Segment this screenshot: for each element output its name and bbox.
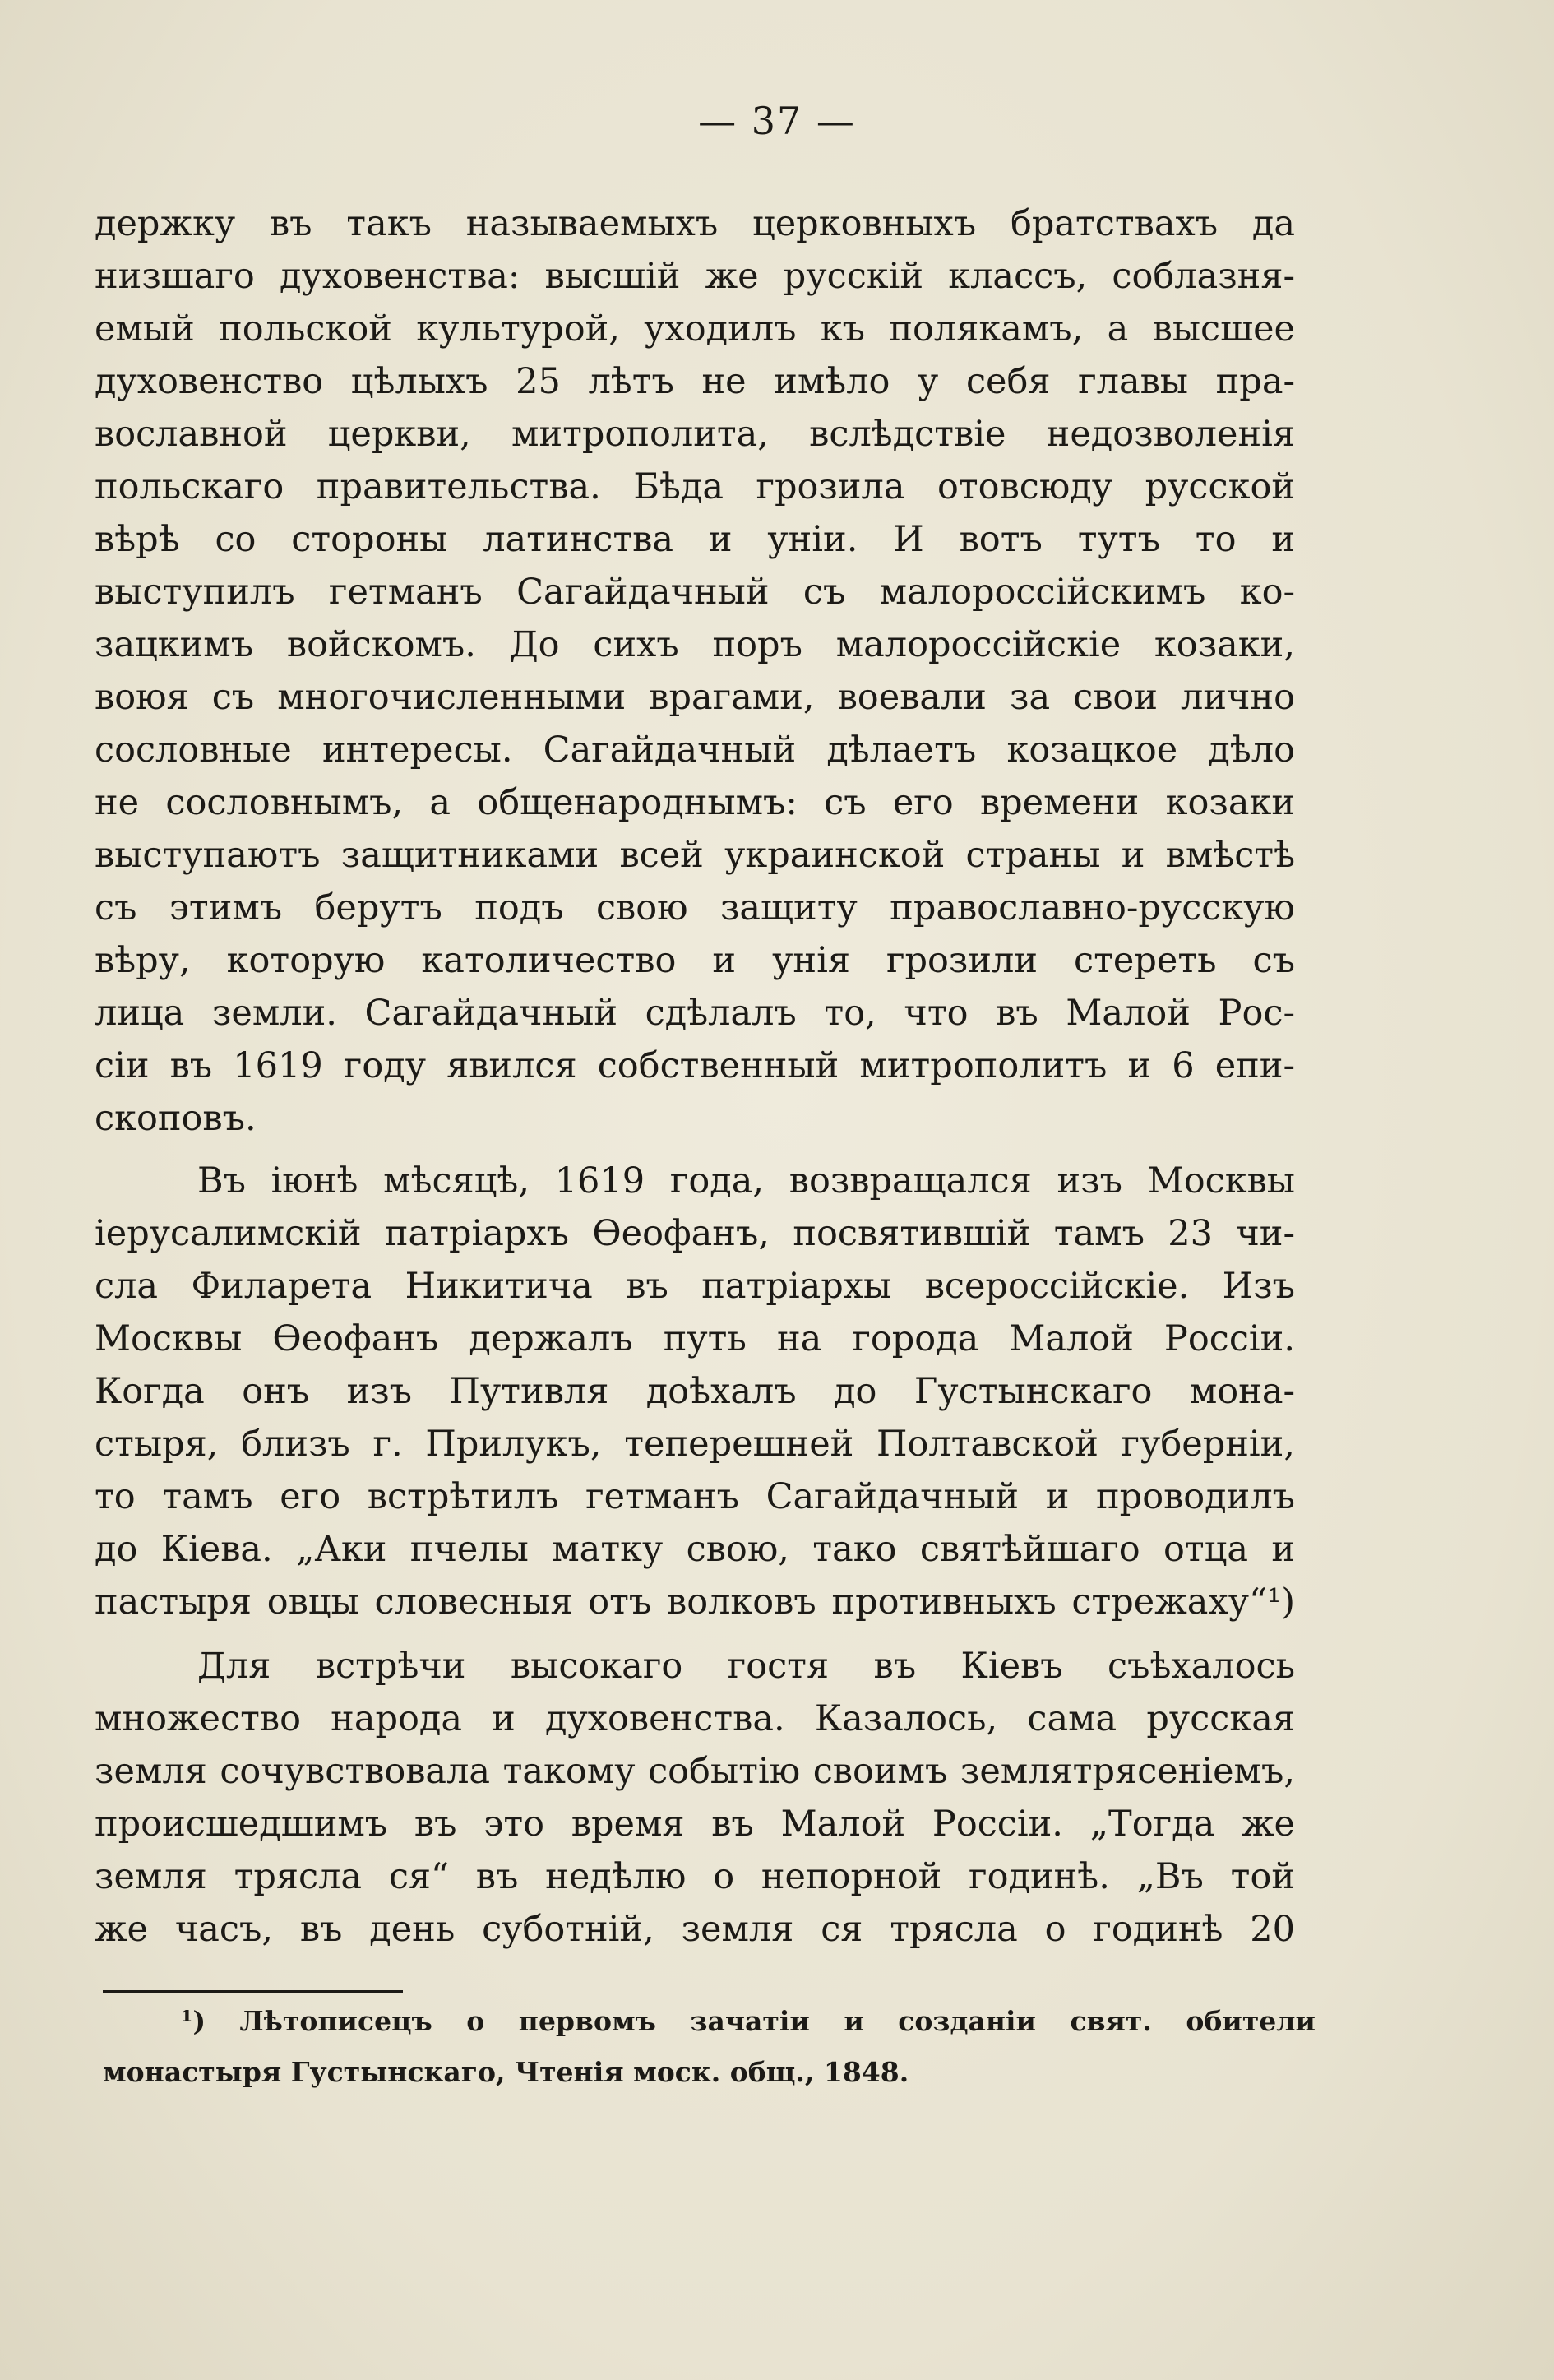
text-line: духовенство цѣлыхъ 25 лѣтъ не имѣло у себя главы пра- — [95, 361, 1295, 402]
text-line: земля сочувствовала такому событію своимъ землятрясеніемъ, — [95, 1751, 1295, 1792]
text-line: до Кіева. „Аки пчелы матку свою, тако святѣйшаго отца и — [95, 1529, 1295, 1570]
text-line: сла Филарета Никитича въ патріархы всероссійскіе. Изъ — [95, 1266, 1295, 1307]
text-line: земля трясла ся“ въ недѣлю о непорной годинѣ. „Въ той — [95, 1856, 1295, 1897]
text-line: держку въ такъ называемыхъ церковныхъ братствахъ да — [95, 203, 1295, 244]
text-line: происшедшимъ въ это время въ Малой Россіи. „Тогда же — [95, 1804, 1295, 1845]
text-line: стыря, близъ г. Прилукъ, теперешней Полтавской губерніи, — [95, 1424, 1295, 1465]
text-line: выступаютъ защитниками всей украинской страны и вмѣстѣ — [95, 835, 1295, 876]
page-number: — 37 — — [698, 99, 856, 143]
text-line: же часъ, въ день суботній, земля ся трясла о годинѣ 20 — [95, 1909, 1295, 1950]
text-line: пастыря овцы словесныя отъ волковъ противныхъ стрежаху“¹) — [95, 1581, 1295, 1623]
text-line: вославной церкви, митрополита, вслѣдствіе недозволенія — [95, 414, 1295, 455]
text-line: емый польской культурой, уходилъ къ полякамъ, а высшее — [95, 308, 1295, 350]
text-line: Для встрѣчи высокаго гостя въ Кіевъ съѣхалось — [197, 1646, 1295, 1687]
text-line: множество народа и духовенства. Казалось, сама русская — [95, 1698, 1295, 1739]
text-line: не сословнымъ, а общенароднымъ: съ его времени козаки — [95, 782, 1295, 823]
footnote-rule — [103, 1990, 403, 1993]
text-line: лица земли. Сагайдачный сдѣлалъ то, что въ Малой Рос- — [95, 993, 1295, 1034]
text-line: сіи въ 1619 году явился собственный митрополитъ и 6 епи- — [95, 1045, 1295, 1086]
text-line: іерусалимскій патріархъ Ѳеофанъ, посвятившій тамъ 23 чи- — [95, 1213, 1295, 1254]
text-line: зацкимъ войскомъ. До сихъ поръ малороссійскіе козаки, — [95, 624, 1295, 665]
footnote-line: ¹) Лѣтописецъ о первомъ зачатіи и созданіи свят. обители — [181, 2005, 1316, 2037]
text-line: Когда онъ изъ Путивля доѣхалъ до Густынскаго мона- — [95, 1371, 1295, 1412]
text-line: сословные интересы. Сагайдачный дѣлаетъ козацкое дѣло — [95, 729, 1295, 771]
text-line: съ этимъ берутъ подъ свою защиту православно-русскую — [95, 887, 1295, 928]
text-line: воюя съ многочисленными врагами, воевали за свои лично — [95, 677, 1295, 718]
text-line: то тамъ его встрѣтилъ гетманъ Сагайдачный и проводилъ — [95, 1476, 1295, 1517]
text-line: низшаго духовенства: высшій же русскій классъ, соблазня- — [95, 256, 1295, 297]
text-line: скоповъ. — [95, 1098, 257, 1139]
text-line: выступилъ гетманъ Сагайдачный съ малороссійскимъ ко- — [95, 572, 1295, 613]
footnote-line: монастыря Густынскаго, Чтенія моск. общ., 1848. — [103, 2056, 909, 2088]
text-line: вѣрѣ со стороны латинства и уніи. И вотъ тутъ то и — [95, 519, 1295, 560]
text-line: вѣру, которую католичество и унія грозили стереть съ — [95, 940, 1295, 981]
text-line: Москвы Ѳеофанъ держалъ путь на города Малой Россіи. — [95, 1318, 1295, 1359]
text-line: Въ іюнѣ мѣсяцѣ, 1619 года, возвращался изъ Москвы — [197, 1160, 1295, 1202]
text-line: польскаго правительства. Бѣда грозила отовсюду русской — [95, 466, 1295, 507]
